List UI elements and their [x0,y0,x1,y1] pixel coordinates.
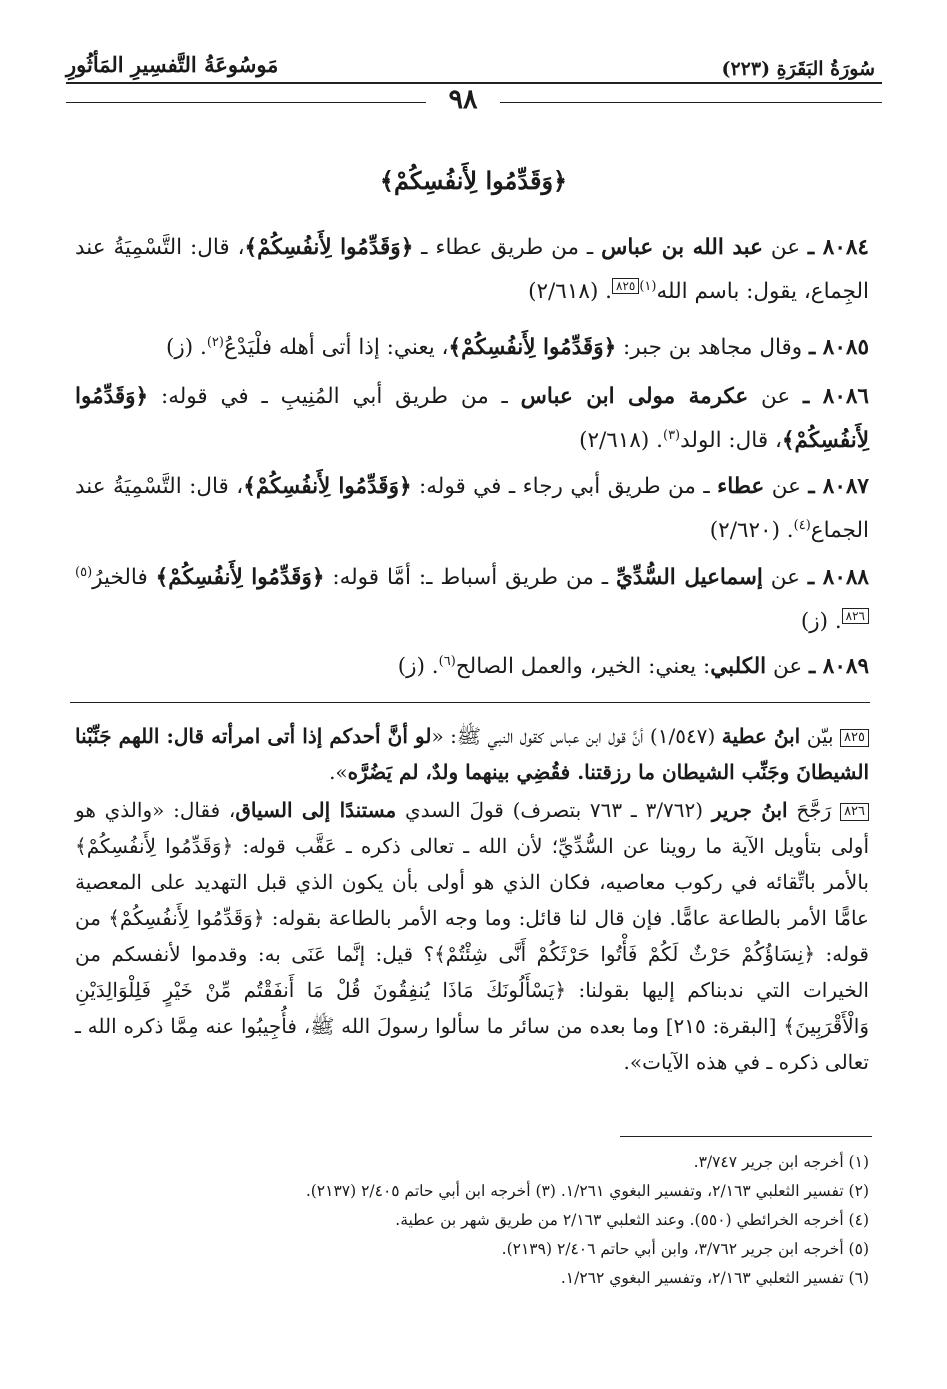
entry-text: ، قال: التَّسْمِيَةُ عند الجماع [75,474,869,543]
ayah-title: ﴿وَقَدِّمُوا لِأَنفُسِكُمْ﴾ [379,166,568,195]
page-number: ٩٨ [448,84,478,115]
notes-separator [70,702,870,703]
entry-source: . (ز) [397,654,439,679]
footnote-ref: (٥) [75,564,93,580]
quran-quote: ﴿وَقَدِّمُوا لِأَنفُسِكُمْ﴾ [75,384,869,453]
footnote-ref: (٢) [206,334,224,350]
entry-source: . (٢/٦١٨) [579,428,663,453]
note-text: رَجَّحَ [787,798,841,822]
entry-text: عن [748,384,804,409]
entry-number: ٨٠٨٩ ـ [809,654,869,679]
hadith-quote: لو أنَّ أحدكم إذا أتى امرأته قال: اللهم جَنِّبْنا الشيطانَ وجَنِّب الشيطان ما رزقتنا. فقُضِي بينهما ولدٌ، لم يَضُرَّه [75,724,869,784]
entry-8087 [75,465,869,553]
entry-source: . (٢/٦٢٠) [709,518,794,543]
scholar-name: ابنُ عطية [721,724,801,748]
entry-8086 [75,375,869,463]
entry-text: عن [764,474,809,499]
book-title-header: مَوسُوعَةُ التَّفسِيرِ المَأثُورِ [66,52,279,77]
entry-text: عن [762,235,808,260]
header-rule-right [500,102,882,103]
footnotes-separator [620,1136,872,1137]
entry-text: عن [766,654,809,679]
narrator-name: عبد الله بن عباس [601,235,763,260]
entry-8085 [75,326,869,370]
narrator-name: عكرمة مولى ابن عباس [520,384,749,409]
entry-number: ٨٠٨٤ ـ [807,235,869,260]
quran-quote: ﴿وَقَدِّمُوا لِأَنفُسِكُمْ﴾ [448,335,617,360]
entry-8088 [75,556,869,644]
note-ref-box: ٨٢٦ [842,608,869,624]
method-phrase: مستندًا إلى السياق [235,798,397,822]
note-ref-box: ٨٢٥ [612,278,639,294]
entry-source: . (ز) [800,609,842,634]
entry-text: عن [762,565,808,590]
footnote-ref: (١) [639,278,657,294]
entry-text: ـ من طريق عطاء ـ [413,235,602,260]
entry-source: . (ز) [166,335,207,360]
narrator-name: عطاء [717,474,765,499]
entry-8089 [75,645,869,689]
narrator-name: الكلبي [710,654,767,679]
entry-text: ، قال: الولد [680,428,782,453]
note-text: ، فقال: «والذي هو أولى بتأويل الآية ما روينا عن السُّدِّيِّ؛ لأن الله ـ تعالى ذكره ـ عَقَّب قوله: ﴿وَقَدِّمُوا لِأَنفُسِكُمْ﴾ بالأمر باتِّقائه في ركوب معاصيه، فكان الذي هو أولى بأن يكون الذي قبل التهديد على المعصية عامًّا الأمر بالطاعة عامًّا. فإن قال لنا قائل: وما وجه الأمر بالطاعة بقوله: ﴿وَقَدِّمُوا لِأَنفُسِكُمْ﴾ من قوله: ﴿نِسَاؤُكُمْ حَرْثٌ لَكُمْ فَأْتُوا حَرْثَكُمْ أَنَّى شِئْتُمْ﴾؟ قيل: إنَّما عَنَى به: وقدموا لأنفسكم من الخيرات التي ندبناكم إليها بقولنا: ﴿يَسْأَلُونَكَ مَاذَا يُنفِقُونَ قُلْ مَا أَنفَقْتُم مِّنْ خَيْرٍ فَلِلْوَالِدَيْنِ وَالْأَقْرَبِينَ﴾ [البقرة: ٢١٥] وما بعده من سائر ما سألوا رسولَ الله ﷺ، فأُجِيبُوا عنه مِمَّا ذكره الله ـ تعالى ذكره ـ في هذه الآيات». [75,798,869,1074]
note-text: (١/٥٤٧) أنَّ قول ابن عباس كقول النبي ﷺ: « [431,724,722,748]
entry-text: ـ من طريق أبي المُنِيبِ ـ في قوله: [148,384,521,409]
entry-text: فالخيرُ [92,565,156,590]
note-text: بيّن [800,724,841,748]
entry-source: . (٢/٦١٨) [528,279,612,304]
note-825 [75,718,869,790]
note-text: (٣/٧٦٢ ـ ٧٦٣ بتصرف) قولَ السدي [396,798,712,822]
header-rule-left [66,102,426,103]
footnote-5: (٥) أخرجه ابن جرير ٣/٧٦٢، وابن أبي حاتم ٢/٤٠٦ (٢١٣٩). [501,1240,869,1258]
entry-number: ٨٠٨٨ ـ [807,565,869,590]
quran-quote: ﴿وَقَدِّمُوا لِأَنفُسِكُمْ﴾ [244,235,414,260]
entry-text: ـ من طريق أسباط ـ: أمَّا قوله: [324,565,616,590]
entry-text: وقال مجاهد بن جبر: [616,335,809,360]
entry-number: ٨٠٨٦ ـ [803,384,869,409]
note-number-box: ٨٢٦ [840,803,869,821]
quran-quote: ﴿وَقَدِّمُوا لِأَنفُسِكُمْ﴾ [243,474,412,499]
entry-text: : يعني: الخير، والعمل الصالح [455,654,711,679]
scholar-name: ابنُ جرير [711,798,788,822]
entry-text: ، يعني: إذا أتى أهله فلْيَدْعُ [223,335,449,360]
entry-8084 [75,226,869,314]
footnote-ref: (٤) [793,517,811,533]
note-number-box: ٨٢٥ [840,729,869,747]
note-text: ». [329,760,348,784]
footnote-1: (١) أخرجه ابن جرير ٣/٧٤٧. [693,1153,869,1171]
entry-text: ، قال: التَّسْمِيَةُ عند الجِماع، يقول: باسم الله [75,235,869,304]
entry-number: ٨٠٨٥ ـ [809,335,869,360]
quran-quote: ﴿وَقَدِّمُوا لِأَنفُسِكُمْ﴾ [155,565,325,590]
footnote-ref: (٣) [662,427,681,443]
narrator-name: إسماعيل السُّدِّيِّ [615,565,763,590]
note-826 [75,792,869,1080]
surah-header: سُورَةُ البَقَرَةِ (٢٢٣) [721,58,875,80]
footnote-4: (٤) أخرجه الخرائطي (٥٥٠). وعند الثعلبي ٢/١٦٣ من طريق شهر بن عطية. [395,1211,869,1229]
entry-number: ٨٠٨٧ ـ [808,474,869,499]
footnote-ref: (٦) [438,653,456,669]
footnote-6: (٦) تفسير الثعلبي ٢/١٦٣، وتفسير البغوي ١/٢٦٢. [560,1269,869,1287]
entry-text: ـ من طريق أبي رجاء ـ في قوله: [411,474,718,499]
footnote-2-3: (٢) تفسير الثعلبي ٢/١٦٣، وتفسير البغوي ١/٢٦١. (٣) أخرجه ابن أبي حاتم ٢/٤٠٥ (٢١٣٧). [305,1182,869,1200]
